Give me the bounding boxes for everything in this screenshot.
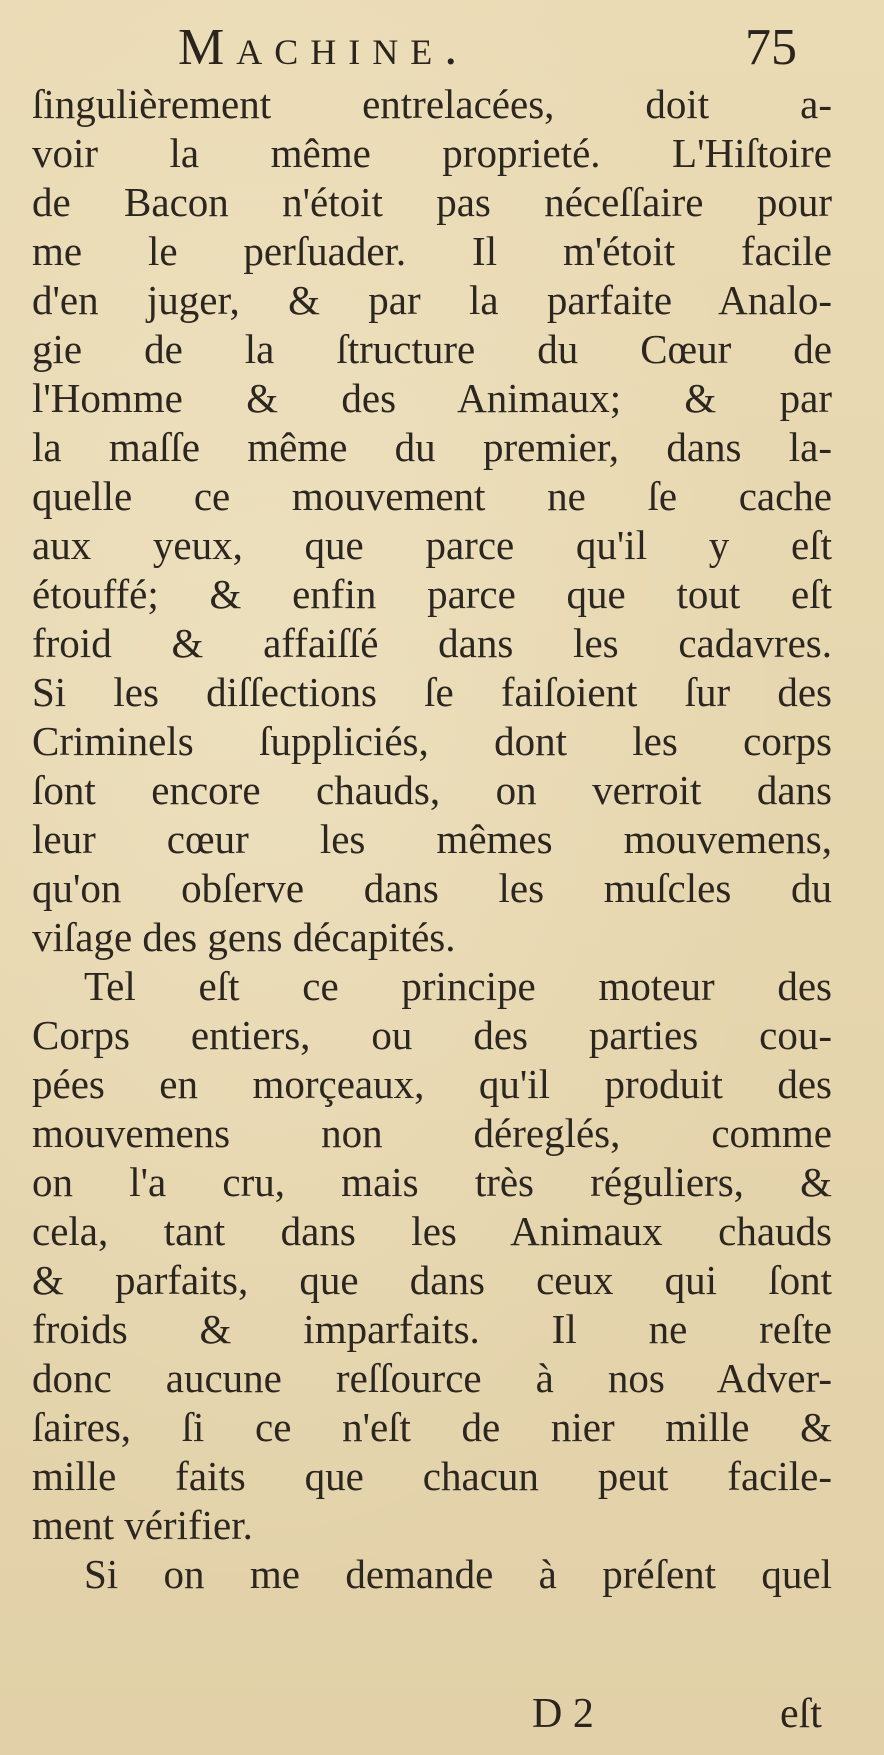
- text-line-28: ſaires, ſi ce n'eſt de nier mille &: [32, 1404, 832, 1450]
- page-footer: [0, 1690, 884, 1750]
- text-line-21: pées en morçeaux, qu'il produit des: [32, 1061, 832, 1107]
- catchword: eſt: [780, 1691, 822, 1737]
- text-line-29: mille faits que chacun peut facile-: [32, 1453, 832, 1499]
- text-line-1: ſingulièrement entrelacées, doit a-: [32, 81, 832, 127]
- text-line-23: on l'a cru, mais très réguliers, &: [32, 1159, 832, 1205]
- text-line-9: quelle ce mouvement ne ſe cache: [32, 473, 832, 519]
- text-line-22: mouvemens non déreglés, comme: [32, 1110, 832, 1156]
- text-line-12: froid & affaiſſé dans les cadavres.: [32, 620, 832, 666]
- text-line-2: voir la même proprieté. L'Hiſtoire: [32, 130, 832, 176]
- page-header: [0, 10, 884, 80]
- text-line-7: l'Homme & des Animaux; & par: [32, 375, 832, 421]
- text-line-5: d'en juger, & par la parfaite Analo-: [32, 277, 832, 323]
- text-line-17: qu'on obſerve dans les muſcles du: [32, 865, 832, 911]
- text-line-4: me le perſuader. Il m'étoit facile: [32, 228, 832, 274]
- text-line-6: gie de la ſtructure du Cœur de: [32, 326, 832, 372]
- text-line-14: Criminels ſuppliciés, dont les corps: [32, 718, 832, 764]
- text-line-16: leur cœur les mêmes mouvemens,: [32, 816, 832, 862]
- text-line-20: Corps entiers, ou des parties cou-: [32, 1012, 832, 1058]
- text-line-8: la maſſe même du premier, dans la-: [32, 424, 832, 470]
- text-line-30: ment vérifier.: [32, 1502, 253, 1548]
- text-line-18: viſage des gens décapités.: [32, 914, 456, 960]
- text-line-25: & parfaits, que dans ceux qui ſont: [32, 1257, 832, 1303]
- text-line-31: Si on me demande à préſent quel: [84, 1551, 832, 1597]
- page-number: 75: [745, 19, 797, 76]
- text-line-19: Tel eſt ce principe moteur des: [84, 963, 832, 1009]
- body-text: [32, 80, 832, 1599]
- text-line-24: cela, tant dans les Animaux chauds: [32, 1208, 832, 1254]
- text-line-3: de Bacon n'étoit pas néceſſaire pour: [32, 179, 832, 225]
- text-line-15: ſont encore chauds, on verroit dans: [32, 767, 832, 813]
- text-line-11: étouffé; & enfin parce que tout eſt: [32, 571, 832, 617]
- signature-mark: D 2: [532, 1691, 594, 1737]
- text-line-27: donc aucune reſſource à nos Adver-: [32, 1355, 832, 1401]
- text-line-10: aux yeux, que parce qu'il y eſt: [32, 522, 832, 568]
- text-line-13: Si les diſſections ſe faiſoient ſur des: [32, 669, 832, 715]
- running-title: Machine.: [178, 19, 470, 76]
- text-line-26: froids & imparfaits. Il ne reſte: [32, 1306, 832, 1352]
